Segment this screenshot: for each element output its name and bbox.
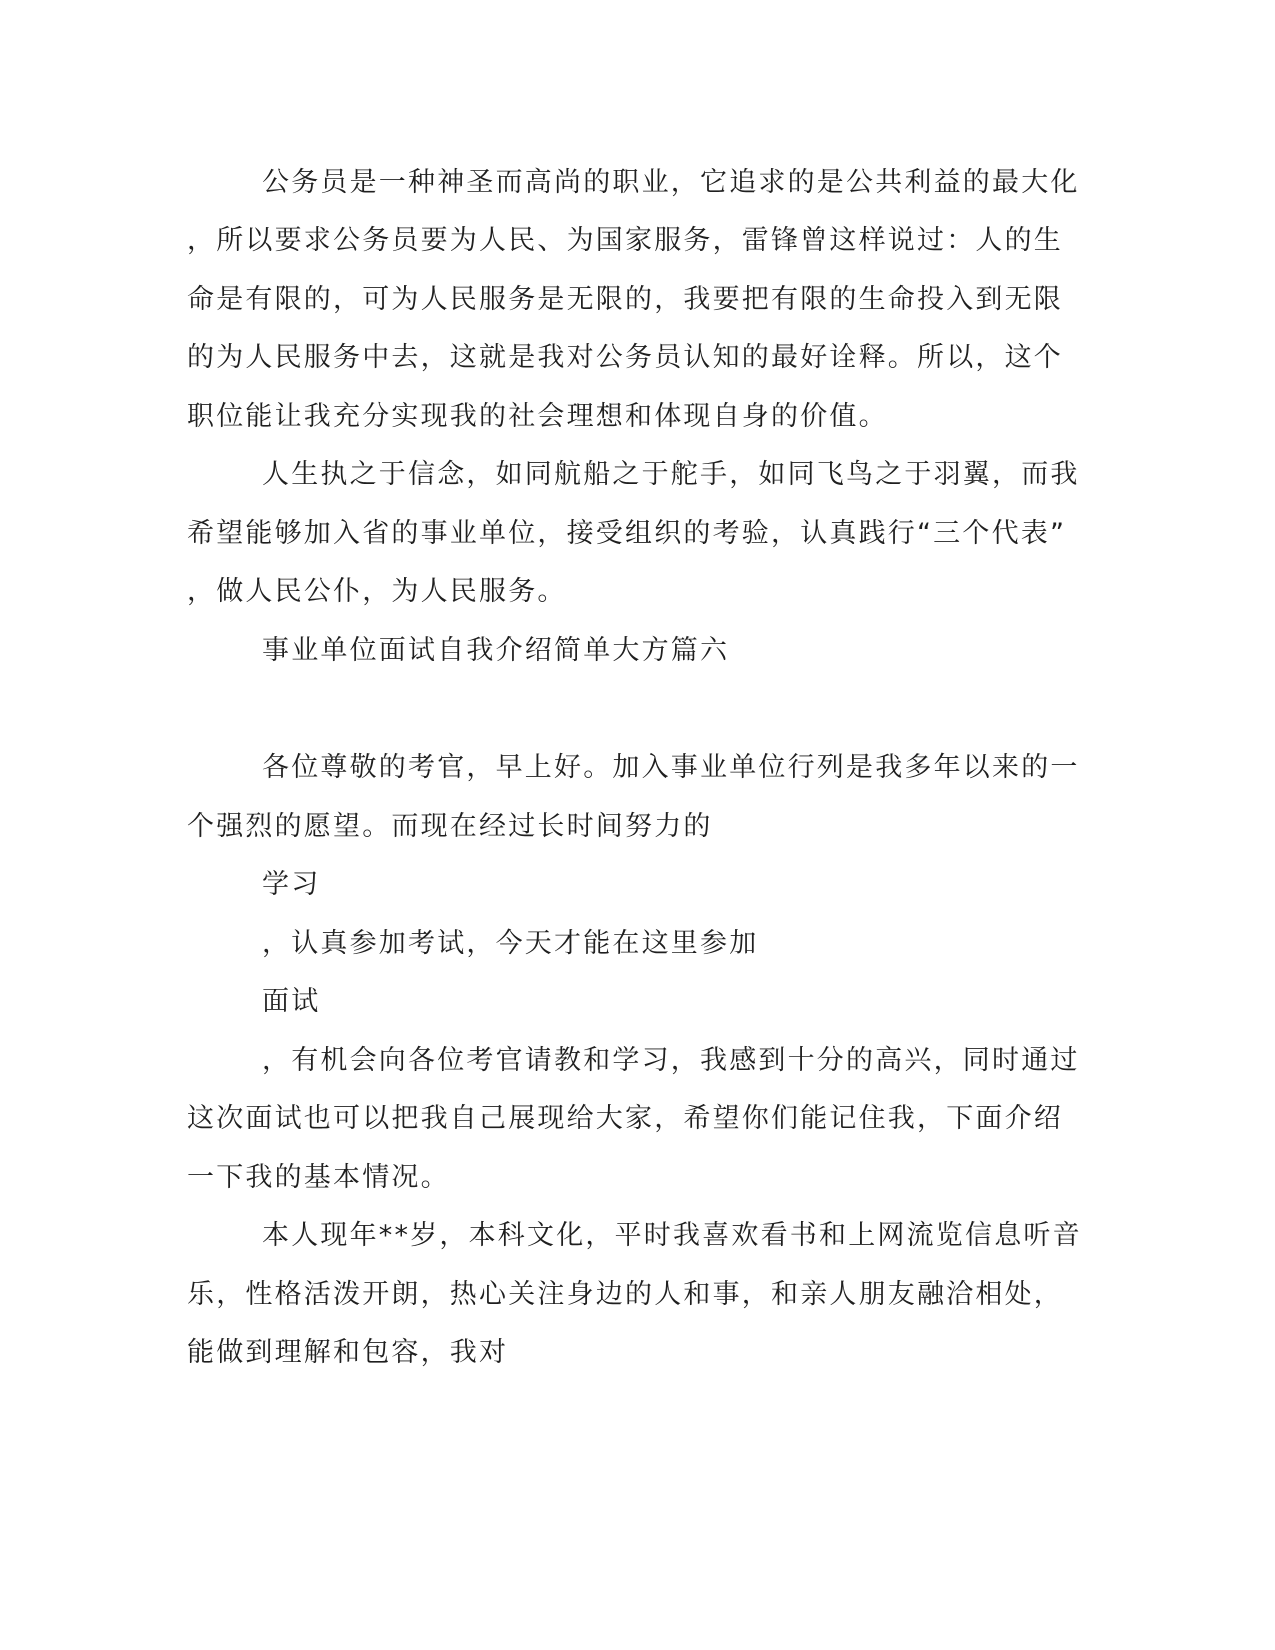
text-line: ，认真参加考试，今天才能在这里参加 — [262, 928, 759, 959]
text-line: 本人现年**岁，本科文化，平时我喜欢看书和上网流览信息听音 — [262, 1220, 1082, 1251]
text-line: 职位能让我充分实现我的社会理想和体现自身的价值。 — [187, 401, 888, 432]
text-line: 人生执之于信念，如同航船之于舵手，如同飞鸟之于羽翼，而我 — [262, 459, 1080, 490]
text-line: ，有机会向各位考官请教和学习，我感到十分的高兴，同时通过 — [262, 1045, 1080, 1076]
text-line: 希望能够加入省的事业单位，接受组织的考验，认真践行“三个代表” — [187, 518, 1067, 549]
text-line: ，所以要求公务员要为人民、为国家服务，雷锋曾这样说过：人的生 — [187, 225, 1063, 256]
text-line: 这次面试也可以把我自己展现给大家，希望你们能记住我，下面介绍 — [187, 1103, 1063, 1134]
text-line: 命是有限的，可为人民服务是无限的，我要把有限的生命投入到无限 — [187, 284, 1063, 315]
text-line: ，做人民公仆，为人民服务。 — [187, 576, 567, 607]
text-line: 能做到理解和包容，我对 — [187, 1337, 509, 1368]
text-line: 各位尊敬的考官，早上好。加入事业单位行列是我多年以来的一 — [262, 752, 1080, 783]
text-line: 的为人民服务中去，这就是我对公务员认知的最好诠释。所以，这个 — [187, 342, 1063, 373]
section-heading: 事业单位面试自我介绍简单大方篇六 — [262, 635, 730, 666]
text-line: 公务员是一种神圣而高尚的职业，它追求的是公共利益的最大化 — [262, 167, 1080, 198]
text-line: 一下我的基本情况。 — [187, 1162, 450, 1193]
text-line: 乐，性格活泼开朗，热心关注身边的人和事，和亲人朋友融洽相处， — [187, 1279, 1063, 1310]
text-line: 学习 — [262, 869, 321, 900]
text-line: 面试 — [262, 986, 321, 1017]
text-line: 个强烈的愿望。而现在经过长时间努力的 — [187, 811, 713, 842]
